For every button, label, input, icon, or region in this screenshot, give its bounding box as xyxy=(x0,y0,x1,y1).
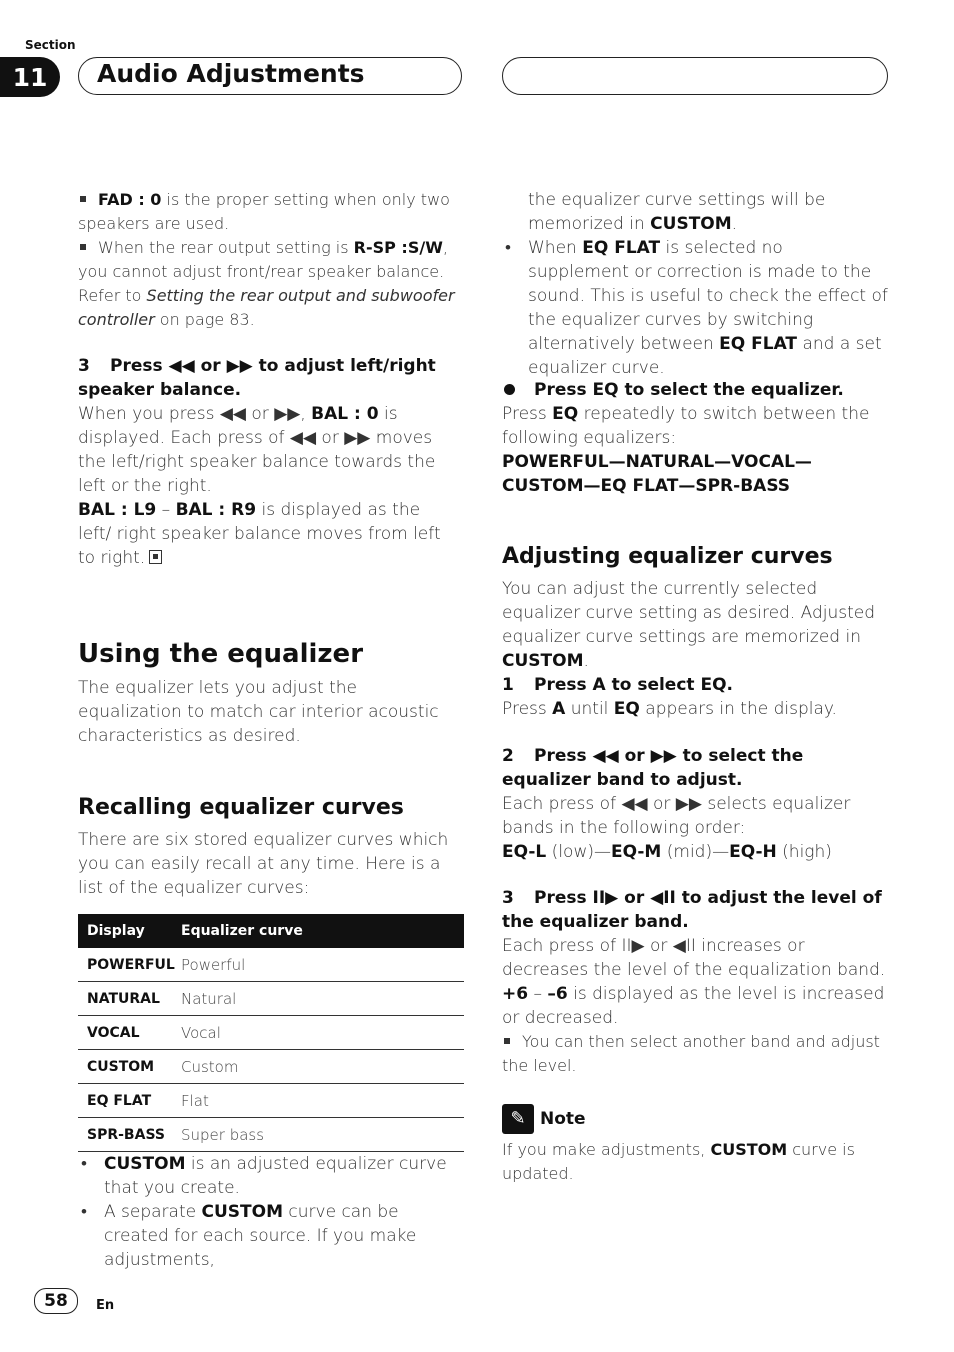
page-number: 58 xyxy=(34,1288,78,1314)
title-frame-empty xyxy=(502,57,888,95)
page-title: Audio Adjustments xyxy=(97,59,365,88)
bullet-eq-flat: • When EQ FLAT is selected no supplement or correction is made to the sound. This is useful to check the effect of the equalizer curves by switching alternatively between EQ FLAT and a set equalizer curve. xyxy=(502,236,888,380)
language-label: En xyxy=(96,1298,115,1313)
step-note: You can then select another band and adjust the level. xyxy=(502,1032,880,1075)
end-mark-icon xyxy=(149,550,162,564)
square-bullet-icon xyxy=(80,244,86,250)
step-body: Each press of II▶ or ◀II increases or decreases the level of the equalization band. xyxy=(502,936,886,980)
step-heading: 3 Press II▶ or ◀II to adjust the level of the equalizer band. xyxy=(502,888,882,932)
step-1-select-eq xyxy=(502,673,888,721)
table-row: SPR-BASS Super bass xyxy=(78,1118,464,1152)
step-body-range: BAL : L9 – BAL : R9 is displayed as the left/ right speaker balance moves from left to right. xyxy=(78,500,441,568)
heading-recalling: Recalling equalizer curves xyxy=(78,795,404,820)
section-label: Section xyxy=(25,38,76,52)
right-continued xyxy=(502,188,888,380)
table-header-curve: Equalizer curve xyxy=(180,914,464,948)
left-notes xyxy=(78,188,464,332)
adjust-body: You can adjust the currently selected equalizer curve setting as desired. Adjusted equalizer curve settings are memorized in CUSTOM. xyxy=(502,579,876,671)
equalizer-table xyxy=(78,914,464,1152)
table-row: CUSTOM Custom xyxy=(78,1050,464,1084)
note-rear-output: When the rear output setting is R-SP :S/W, you cannot adjust front/rear speaker balance. Refer to Setting the rear output and subwoofer controller on page 83. xyxy=(78,238,455,329)
square-bullet-icon xyxy=(504,1038,510,1044)
table-row: POWERFUL Powerful xyxy=(78,948,464,982)
pencil-note-icon: ✎ xyxy=(502,1104,534,1134)
step-heading: 1 Press A to select EQ. xyxy=(502,675,733,695)
band-order: EQ-L (low)—EQ-M (mid)—EQ-H (high) xyxy=(502,842,832,862)
continued-text: the equalizer curve settings will be memorized in CUSTOM. xyxy=(528,190,826,234)
table-row: VOCAL Vocal xyxy=(78,1016,464,1050)
note-box xyxy=(502,1104,888,1186)
table-row: NATURAL Natural xyxy=(78,982,464,1016)
step-2-select-band xyxy=(502,744,888,864)
step-body: Press A until EQ appears in the display. xyxy=(502,699,837,719)
note-body: If you make adjustments, CUSTOM curve is updated. xyxy=(502,1140,855,1183)
bullet-custom-created: • CUSTOM is an adjusted equalizer curve that you create. xyxy=(78,1152,464,1200)
using-section xyxy=(78,638,464,748)
table-row: EQ FLAT Flat xyxy=(78,1084,464,1118)
heading-using-equalizer: Using the equalizer xyxy=(78,639,364,669)
step-heading: 3 Press ◀◀ or ▶▶ to adjust left/right speaker balance. xyxy=(78,356,436,400)
adjust-section xyxy=(502,543,888,673)
section-number: 11 xyxy=(0,57,60,97)
recall-body: There are six stored equalizer curves which you can easily recall at any time. Here is a list of the equalizer curves: xyxy=(78,830,449,898)
step-body: When you press ◀◀ or ▶▶, BAL : 0 is displayed. Each press of ◀◀ or ▶▶ moves the left/right speaker balance towards the left or the right. xyxy=(78,404,436,496)
square-bullet-icon xyxy=(80,196,86,202)
note-fad: FAD : 0 is the proper setting when only two speakers are used. xyxy=(78,190,450,233)
step-body: Press EQ repeatedly to switch between the following equalizers: xyxy=(502,404,870,448)
level-range: +6 – –6 is displayed as the level is increased or decreased. xyxy=(502,984,885,1028)
table-header-row xyxy=(78,914,464,948)
step-body: Each press of ◀◀ or ▶▶ selects equalizer bands in the following order: xyxy=(502,794,851,838)
step-3-balance xyxy=(78,354,458,570)
step-press-eq xyxy=(502,378,888,498)
recall-section xyxy=(78,794,464,900)
step-heading: 2 Press ◀◀ or ▶▶ to select the equalizer band to adjust. xyxy=(502,746,804,790)
bullet-separate-custom: • A separate CUSTOM curve can be created for each source. If you make adjustments, xyxy=(78,1200,464,1272)
equalizer-order: POWERFUL—NATURAL—VOCAL—CUSTOM—EQ FLAT—SPR-BASS xyxy=(502,452,812,496)
using-body: The equalizer lets you adjust the equalization to match car interior acoustic characteristics as desired. xyxy=(78,678,439,746)
step-heading: Press EQ to select the equalizer. xyxy=(502,378,888,402)
step-3-level xyxy=(502,886,888,1078)
heading-adjusting: Adjusting equalizer curves xyxy=(502,544,833,569)
note-heading: ✎ Note xyxy=(502,1104,888,1134)
table-header-display: Display xyxy=(78,914,180,948)
bullet-dot-icon xyxy=(504,384,515,395)
custom-bullets xyxy=(78,1152,464,1272)
